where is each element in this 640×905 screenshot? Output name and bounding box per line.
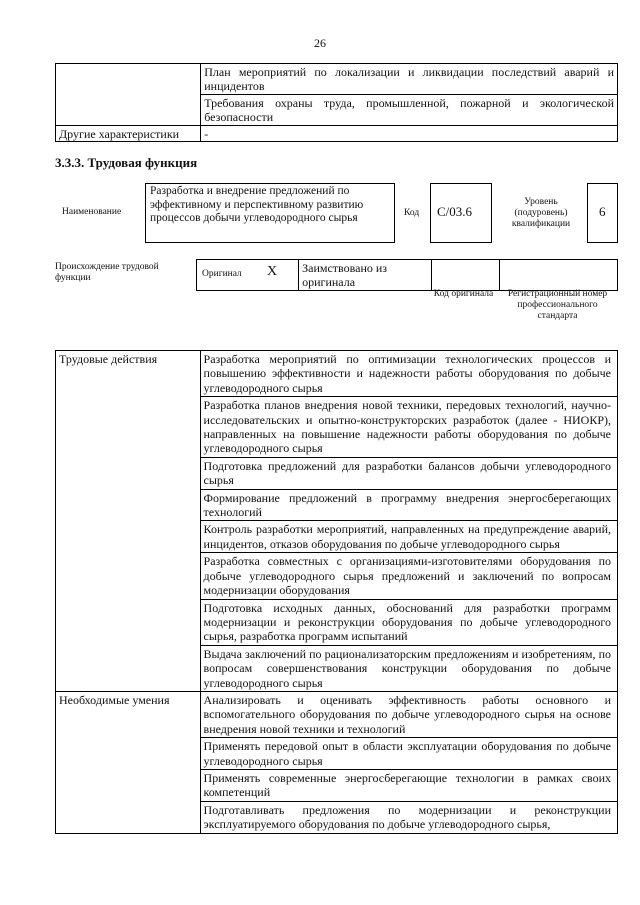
table-cell-empty [56,64,201,126]
table-row [56,351,618,397]
table-cell: Требования охраны труда, промышленной, пожарной и экологической безопасности [201,94,618,125]
table-row [197,260,618,291]
table-row [56,64,618,95]
table-cell: Применять передовой опыт в области эксплуатации оборудования по добыче углеводородного сырья [200,738,617,770]
table-cell: Анализировать и оценивать эффективность работы основного и вспомогательного оборудования по добыче углеводородного сырья на основе внедрения новой техники и технологий [200,691,617,737]
table-cell: Контроль разработки мероприятий, направленных на предупреждение аварий, инцидентов, отказов оборудования по добыче углеводородного сырья [200,521,617,553]
table-cell: Подготовка исходных данных, обоснований для разработки программ модернизации и реконструкции оборудования по добыче углеводородного сырья, разработка программ испытаний [200,599,617,645]
code-original-caption: Код оригинала [433,289,494,299]
table-cell: Разработка мероприятий по оптимизации технологических процессов и повышению эффективности и надежности работы оборудования по добыче углеводородного сырья [200,351,617,397]
table-cell: Разработка совместных с организациями-изготовителями оборудования по добыче углеводородного сырья предложений и заключений по вопросам модернизации оборудования [200,553,617,599]
reg-number-caption: Регистрационный номер профессионального стандарта [507,289,608,321]
original-mark: X [267,264,278,279]
row-label: Трудовые действия [56,351,201,692]
function-name-box: Разработка и внедрение предложений по эффективному и перспективному развитию процессов добычи углеводородного сырья [145,183,395,243]
table-cell: Подготавливать предложения по модернизации и реконструкции эксплуатируемого оборудования по добыче углеводородного сырья, [200,801,617,833]
reg-number-cell [500,260,618,291]
code-original-cell [431,260,499,291]
table-cell: Подготовка предложений для разработки балансов добычи углеводородного сырья [200,457,617,489]
origin-label: Происхождение трудовой функции [55,262,159,283]
level-box: 6 [587,183,618,243]
main-table [55,350,618,834]
table-cell: План мероприятий по локализации и ликвидации последствий аварий и инцидентов [201,64,618,95]
level-label: Уровень (подуровень) квалификации [511,197,571,229]
name-label: Наименование [62,207,122,217]
code-label: Код [404,208,420,218]
table-cell: Формирование предложений в программу внедрения энергосберегающих технологий [200,489,617,521]
borrowed-label: Заимствовано из оригинала [299,260,431,291]
section-title: 3.3.3. Трудовая функция [55,155,198,170]
row-label: Другие характеристики [56,125,201,141]
code-box: C/03.6 [430,183,492,243]
top-continuation-table [55,63,618,142]
page-number: 26 [314,36,326,50]
table-cell: Выдача заключений по рационализаторским предложениям и изобретениям, по вопросам совершенствования конструкции оборудования по добыче углеводородного сырья [200,645,617,691]
row-label: Необходимые умения [56,691,201,833]
table-cell: - [201,125,618,141]
table-row [56,125,618,141]
table-cell: Применять современные энергосберегающие технологии в рамках своих компетенций [200,769,617,801]
original-label: Оригинал [202,269,242,279]
original-cell [197,260,299,291]
table-row [56,691,618,737]
table-cell: Разработка планов внедрения новой техники, передовых технологий, научно-исследовательских и опытно-конструкторских разработок (далее - НИОКР), направленных на повышение надежности работы оборудования по добыче углеводородного сырья [200,397,617,458]
origin-table [196,259,618,291]
